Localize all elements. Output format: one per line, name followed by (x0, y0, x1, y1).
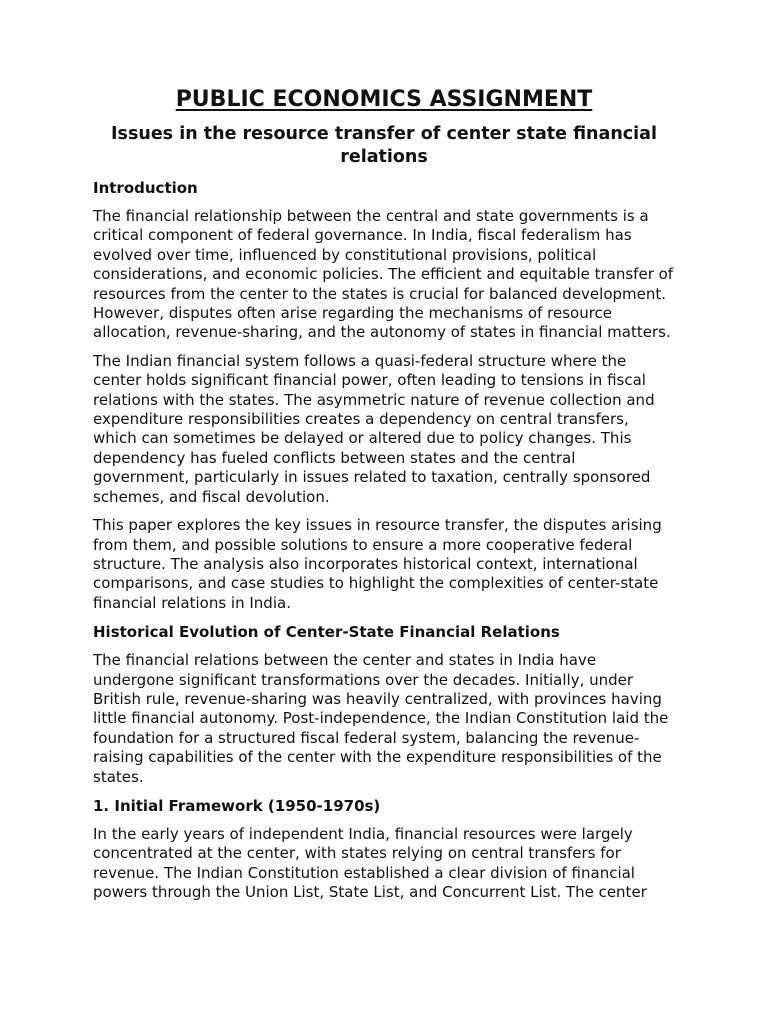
section-heading-initial-framework: 1. Initial Framework (1950-1970s) (93, 796, 381, 815)
paragraph-historical-1: The financial relations between the center and states in India have undergone significant transformations over the decades. Initially, under British rule, revenue-sharing was heavily centralized, with provinces having little financial autonomy. Post-independence, the Indian Constitution laid the foundation for a structured fiscal federal system, balancing the revenue-raising capabilities of the center with the expenditure responsibilities of the states. (93, 651, 669, 786)
paragraph-intro-3: This paper explores the key issues in resource transfer, the disputes arising from them, and possible solutions to ensure a more cooperative federal structure. The analysis also incorporates historical context, international comparisons, and case studies to highlight the complexities of center-state financial relations in India. (93, 516, 662, 612)
paragraph-intro-1: The financial relationship between the central and state governments is a critical component of federal governance. In India, fiscal federalism has evolved over time, influenced by constitutional provisions, political considerations, and economic policies. The efficient and equitable transfer of resources from the center to the states is crucial for balanced development. However, disputes often arise regarding the mechanisms of resource allocation, revenue-sharing, and the autonomy of states in financial matters. (93, 207, 674, 342)
paragraph-intro-2: The Indian financial system follows a quasi-federal structure where the center holds significant financial power, often leading to tensions in fiscal relations with the states. The asymmetric nature of revenue collection and expenditure responsibilities creates a dependency on central transfers, which can sometimes be delayed or altered due to policy changes. This dependency has fueled conflicts between states and the central government, particularly in issues related to taxation, centrally sponsored schemes, and fiscal devolution. (93, 351, 655, 506)
section-heading-historical: Historical Evolution of Center-State Financial Relations (93, 623, 560, 642)
document-title: PUBLIC ECONOMICS ASSIGNMENT (175, 87, 593, 112)
section-heading-introduction: Introduction (93, 179, 198, 197)
paragraph-initial-framework-1: In the early years of independent India, financial resources were largely concentrated at the center, with states relying on central transfers for revenue. The Indian Constitution established a clear division of financial powers through the Union List, State List, and Concurrent List. The center (93, 824, 647, 902)
document-subtitle: Issues in the resource transfer of center state financial relations (111, 124, 657, 167)
